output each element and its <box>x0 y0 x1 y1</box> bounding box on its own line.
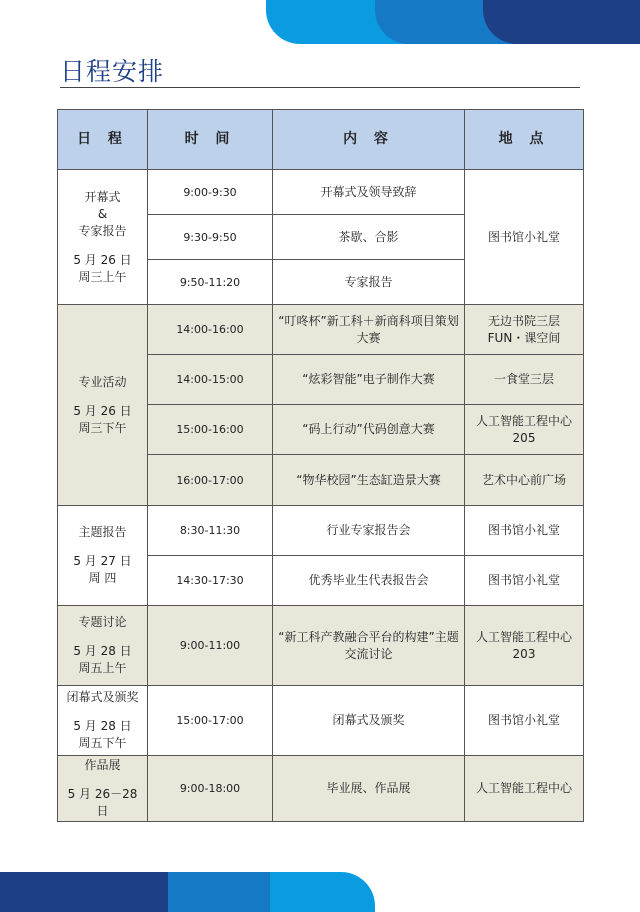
footer-decoration-light <box>255 872 375 912</box>
place-cell: 图书馆小礼堂 <box>465 506 584 556</box>
place-cell: 人工智能工程中心 205 <box>465 405 584 455</box>
place-cell: 人工智能工程中心 <box>465 756 584 822</box>
day-cell-closing: 闭幕式及颁奖 5 月 28 日 周五下午 <box>58 686 148 756</box>
day-cell-seminar: 专题讨论 5 月 28 日 周五上午 <box>58 606 148 686</box>
day-cell-activities: 专业活动 5 月 26 日 周三下午 <box>58 305 148 506</box>
day-cell-keynote: 主题报告 5 月 27 日 周 四 <box>58 506 148 606</box>
table-row <box>58 606 584 686</box>
content-cell: “物华校园”生态缸造景大赛 <box>273 455 465 506</box>
place-cell: 人工智能工程中心 203 <box>465 606 584 686</box>
schedule-table <box>57 109 584 822</box>
header-place: 地 点 <box>465 110 584 170</box>
content-cell: “炫彩智能”电子制作大赛 <box>273 355 465 405</box>
day-cell-exhibition: 作品展 5 月 26－28 日 <box>58 756 148 822</box>
header-time: 时 间 <box>148 110 273 170</box>
place-cell: 无边书院三层 FUN・课空间 <box>465 305 584 355</box>
place-cell: 艺术中心前广场 <box>465 455 584 506</box>
place-cell: 图书馆小礼堂 <box>465 556 584 606</box>
content-cell: 茶歇、合影 <box>273 215 465 260</box>
content-cell: “叮咚杯”新工科＋新商科项目策划大赛 <box>273 305 465 355</box>
content-cell: 专家报告 <box>273 260 465 305</box>
page-title: 日程安排 <box>60 57 165 86</box>
table-row <box>58 170 584 215</box>
content-cell: 毕业展、作品展 <box>273 756 465 822</box>
table-row <box>58 506 584 556</box>
time-cell: 9:00-11:00 <box>148 606 273 686</box>
time-cell: 14:00-15:00 <box>148 355 273 405</box>
place-cell: 图书馆小礼堂 <box>465 170 584 305</box>
content-cell: “新工科产教融合平台的构建”主题交流讨论 <box>273 606 465 686</box>
footer-decoration-dark-fill <box>108 872 168 912</box>
footer-decoration-mid-fill <box>230 872 270 912</box>
content-cell: “码上行动”代码创意大赛 <box>273 405 465 455</box>
time-cell: 9:50-11:20 <box>148 260 273 305</box>
content-cell: 行业专家报告会 <box>273 506 465 556</box>
header-content: 内 容 <box>273 110 465 170</box>
content-cell: 闭幕式及颁奖 <box>273 686 465 756</box>
table-row <box>58 756 584 822</box>
content-cell: 开幕式及领导致辞 <box>273 170 465 215</box>
time-cell: 9:30-9:50 <box>148 215 273 260</box>
content-cell: 优秀毕业生代表报告会 <box>273 556 465 606</box>
time-cell: 14:00-16:00 <box>148 305 273 355</box>
time-cell: 9:00-9:30 <box>148 170 273 215</box>
time-cell: 8:30-11:30 <box>148 506 273 556</box>
time-cell: 15:00-16:00 <box>148 405 273 455</box>
place-cell: 一食堂三层 <box>465 355 584 405</box>
place-cell: 图书馆小礼堂 <box>465 686 584 756</box>
time-cell: 16:00-17:00 <box>148 455 273 506</box>
table-header-row <box>58 110 584 170</box>
time-cell: 15:00-17:00 <box>148 686 273 756</box>
header-day: 日 程 <box>58 110 148 170</box>
table-row <box>58 305 584 355</box>
table-row <box>58 686 584 756</box>
time-cell: 14:30-17:30 <box>148 556 273 606</box>
title-divider <box>60 87 580 88</box>
day-cell-opening: 开幕式 & 专家报告 5 月 26 日 周三上午 <box>58 170 148 305</box>
header-decoration-dark <box>483 0 640 44</box>
time-cell: 9:00-18:00 <box>148 756 273 822</box>
